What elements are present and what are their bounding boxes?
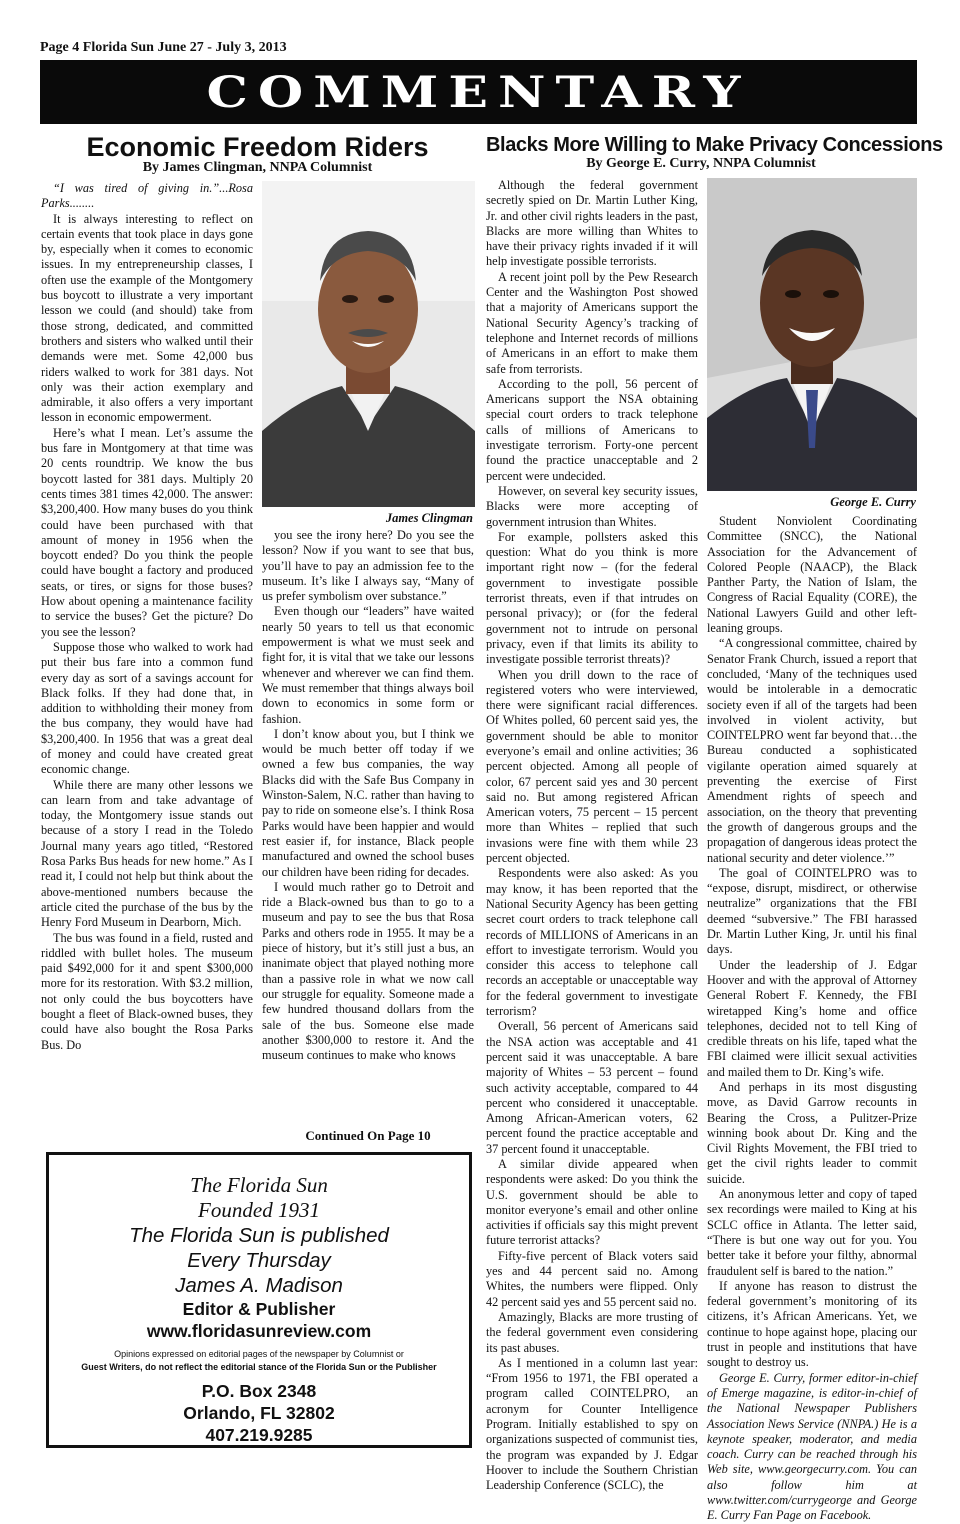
left-article-headline: Economic Freedom Riders	[86, 132, 429, 162]
article-paragraph: When you drill down to the race of registered voters who were interviewed, there were significant racial differences. Of Whites polled, 60 percent said yes, the government should be able to monitor everyone’s email and online activities; 36 percent objected. Among all people of color, 67 percent said yes and 30 percent said no. But among registered African American voters, 75 percent – 15 percent more than Whites – replied that such invasions were fine with them while 23 percent objected.	[486, 667, 698, 866]
clingman-photo	[262, 181, 475, 507]
article-paragraph: The bus was found in a field, rusted and riddled with bullet holes. The museum paid $492,000 for it and spent $300,000 more for its restoration. With $3.2 million, not only could the bus boycotters have bought a fleet of Black-owned buses, they could have also bought the Rosa Parks Bus. Do	[41, 930, 253, 1052]
article-paragraph: Suppose those who walked to work had put their bus fare into a common fund every day as sort of a savings account for Black folks. If they had done that, in addition to withholding their money from the bus company, they would have had $3,200,400. In 1956 that was a great deal of money and could have created great economic change.	[41, 639, 253, 777]
article-paragraph: Overall, 56 percent of Americans said the NSA action was acceptable and 41 percent said it was unacceptable. A bare majority of Whites – 53 percent – found such activity acceptable, compared to 44 percent who considered it unacceptable. Among African-American voters, 62 percent found the practice acceptable and 37 percent found it unacceptable.	[486, 1019, 698, 1156]
masthead-box	[46, 1152, 472, 1448]
article-paragraph: you see the irony here? Do you see the lesson? Now if you want to see that bus, you’ll have to pay an admission fee to the museum. It’s like I always say, “Many of us prefer symbolism over substance.”	[262, 528, 474, 604]
page-folio: Page 4 Florida Sun June 27 - July 3, 2013	[40, 40, 287, 55]
article-paragraph: Student Nonviolent Coordinating Committee (SNCC), the National Association for the Advancement of Colored People (NAACP), the Black Panther Party, the Nation of Islam, the Congress of Racial Equality (CORE), the National Lawyers Guild and other left-leaning groups.	[707, 514, 917, 636]
right-article-column-2	[707, 514, 917, 1523]
clingman-photo-caption: James Clingman	[385, 511, 473, 525]
article-paragraph: Amazingly, Blacks are more trusting of the federal government even considering its past abuses.	[486, 1309, 698, 1355]
masthead-paper-name: The Florida Sun	[190, 1173, 328, 1197]
left-article-column-1	[41, 181, 253, 1145]
article-paragraph: The goal of COINTELPRO was to “expose, disrupt, misdirect, or otherwise neutralize” organizations that the FBI deemed “subversive.” The FBI harassed Dr. Martin Luther King, Jr. until his final days.	[707, 865, 917, 957]
article-paragraph: If anyone has reason to distrust the federal government’s monitoring of its citizens, it’s African Americans. Yet, we continue to hope against hope, placing our trust in people and institutions that have sought to destroy us.	[707, 1278, 917, 1370]
article-paragraph: While there are many other lessons we can learn from and take advantage of today, the Montgomery issue stands out because of a story I read in the Toledo Journal many years ago titled, “Restored Rosa Parks Bus heads for new home.” As I read it, I could not help but think about the above-mentioned numbers because the article cited the purchase of the bus by the Henry Ford Museum in Dearborn, Mich.	[41, 777, 253, 930]
masthead-publisher-title: Editor & Publisher	[182, 1299, 336, 1319]
article-paragraph: “I was tired of giving in.”...Rosa Parks........	[41, 181, 253, 211]
masthead-website: www.floridasunreview.com	[146, 1321, 372, 1341]
article-paragraph: However, on several key security issues, Blacks were more accepting of government intrusion than Whites.	[486, 483, 698, 529]
article-paragraph: Although the federal government secretly spied on Dr. Martin Luther King, Jr. and other civil rights leaders in the past, Blacks are more willing than Whites to have their privacy rights invaded if it will help investigate possible terrorists.	[486, 178, 698, 269]
masthead-published: The Florida Sun is published	[129, 1224, 389, 1247]
article-paragraph: Here’s what I mean. Let’s assume the bus fare in Montgomery at that time was 20 cents roundtrip. We know the bus boycott lasted for 381 days. Multiply 20 cents times 381 times 42,000. The answer: $3,200,400. How many buses do you think could have been purchased with that amount of money in 1956 when the boycott ended? Do you think the people could have bought a factory and produced seats, or tires, or signs for those buses? How about opening a maintenance facility to service the buses? Get the picture? Do you see the lesson?	[41, 425, 253, 639]
section-title: COMMENTARY	[206, 66, 751, 118]
article-paragraph: Even though our “leaders” have waited nearly 50 years to tell us that economic empowerment is what we must seek and fight for, it is vital that we take our lessons whenever and wherever we can find them. We must remember that things always boil down to economics in some form or fashion.	[262, 604, 474, 726]
article-paragraph: Respondents were also asked: As you may know, it has been reported that the National Security Agency has been getting secret court orders to track telephone call records of MILLIONS of Americans in an effort to investigate terrorism. Would you consider this access to telephone call records an acceptable or unacceptable way for the federal government to investigate terrorism?	[486, 866, 698, 1019]
masthead-phone: 407.219.9285	[205, 1425, 313, 1445]
article-paragraph: And perhaps in its most disgusting move, as David Garrow recounts in Bearing the Cross, a Pulitzer-Prize winning book about Dr. King and the Civil Rights Movement, the FBI tried to get the civil rights leader to commit suicide.	[707, 1079, 917, 1186]
masthead-frequency: Every Thursday	[187, 1249, 331, 1272]
right-article-column-1	[486, 178, 698, 1493]
section-banner	[40, 60, 917, 124]
right-article-byline: By George E. Curry, NNPA Columnist	[586, 156, 816, 171]
article-paragraph: As I mentioned in a column last year: “From 1956 to 1971, the FBI operated a program called COINTELPRO, an acronym for Counter Intelligence Program. Initially established to spy on organizations suspected of communist ties, the program was expanded by J. Edgar Hoover to include the Southern Christian Leadership Conference (SCLC), the	[486, 1355, 698, 1493]
article-paragraph: An anonymous letter and copy of taped sex recordings were mailed to King at his SCLC office in Atlanta. The letter said, “There is but one way out for you. You better take it before your filthy, abnormal fraudulent self is bared to the nation.”	[707, 1187, 917, 1278]
masthead-publisher-name: James A. Madison	[175, 1274, 343, 1297]
article-paragraph: According to the poll, 56 percent of Americans support the NSA obtaining special court orders to track telephone calls of millions of Americans to investigate terrorism. Forty-one percent found the practice unacceptable and 2 percent were undecided.	[486, 376, 698, 483]
left-article-byline: By James Clingman, NNPA Columnist	[142, 160, 373, 175]
author-bio: George E. Curry, former editor-in-chief of Emerge magazine, is editor-in-chief of the National Newspaper Publishers Association News Service (NNPA.) He is a keynote speaker, moderator, and media coach. Curry can be reached through his Web site, www.georgecurry.com. You can also follow him at www.twitter.com/currygeorge and George E. Curry Fan Page on Facebook.	[707, 1370, 917, 1523]
masthead-disclaimer-2: Guest Writers, do not reflect the editorial stance of the Florida Sun or the Publisher	[81, 1362, 437, 1372]
article-paragraph: A similar divide appeared when respondents were asked: Do you think the U.S. government should be able to monitor everyone’s email and other online activities if officials say this might prevent future terrorist attacks?	[486, 1157, 698, 1248]
article-paragraph: I don’t know about you, but I think we would be much better off today if we owned a few bus companies, the way Blacks did with the Safe Bus Company in Winston-Salem, N.C. rather than having to pay to ride on someone else’s. I think Rosa Parks would have been happier and would rest easier if, for instance, Black people manufactured and owned the school buses our children have been riding for decades.	[262, 726, 474, 879]
curry-photo	[707, 178, 917, 491]
masthead-po-box: P.O. Box 2348	[201, 1381, 317, 1401]
continued-jump-line: Continued On Page 10	[305, 1128, 431, 1143]
left-article-column-2	[262, 528, 474, 1126]
curry-portrait-image	[707, 178, 917, 491]
article-paragraph: It is always interesting to reflect on certain events that took place in days gone by, especially when it comes to economic issues. In my entrepreneurship classes, I often use the example of the Montgomery bus boycott to illustrate a very important lesson we could (and should) take from those strong, dedicated, and committed brothers and sisters who walked until their demands were met. Some 42,000 bus riders walked to work for 381 days. Not only was their action exemplary and admirable, it also offers a very important lesson in economic empowerment.	[41, 211, 253, 425]
article-paragraph: For example, pollsters asked this question: What do you think is more important right now – (for the federal government to investigate possible terrorist threats, even if that intrudes on personal privacy); or (for the federal government not to intrude on personal privacy, even if that limits its ability to investigate possible terrorist threats)?	[486, 529, 698, 667]
clingman-portrait-image	[262, 181, 475, 507]
article-paragraph: Under the leadership of J. Edgar Hoover and with the approval of Attorney General Robert F. Kennedy, the FBI wiretapped King’s home and office telephones, decided not to tell King of credible threats on his life, taped what the FBI claimed were illicit sexual activities and mailed them to Dr. King’s wife.	[707, 957, 917, 1079]
article-paragraph: Fifty-five percent of Black voters said yes and 44 percent said no. Among Whites, the numbers were flipped. Only 42 percent said yes and 55 percent said no.	[486, 1248, 698, 1309]
curry-photo-caption: George E. Curry	[830, 495, 916, 509]
article-paragraph: A recent joint poll by the Pew Research Center and the Washington Post showed that a majority of Americans support the National Security Agency’s tracking of telephone and Internet records of millions of Americans in an effort to make them safe from terrorists.	[486, 269, 698, 376]
masthead-founded: Founded 1931	[198, 1198, 320, 1222]
masthead-city: Orlando, FL 32802	[183, 1403, 335, 1423]
article-paragraph: “A congressional committee, chaired by Senator Frank Church, issued a report that concluded, ‘Many of the techniques used would be intolerable in a democratic society even if all of the targets had been involved in violent activity, but COINTELPRO went far beyond that…the Bureau conducted a sophisticated vigilante operation aimed squarely at preventing the exercise of First Amendment rights of speech and association, on the theory that preventing the growth of dangerous groups and the propagation of dangerous ideas protect the national security and deter violence.’”	[707, 636, 917, 865]
right-article-headline: Blacks More Willing to Make Privacy Concessions	[486, 134, 943, 156]
article-paragraph: I would much rather go to Detroit and ride a Black-owned bus than to go to a museum and pay to see the bus that Rosa Parks and others rode in 1955. It may be a piece of history, but it’s still just a bus, an inanimate object that played nothing more than a passive role in what we now call our struggle for equality. Someone made a few hundred thousand dollars from the sale of the bus. Someone else made another $300,000 to restore it. And the museum continues to make who knows	[262, 879, 474, 1063]
masthead-disclaimer-1: Opinions expressed on editorial pages of the newspaper by Columnist or	[114, 1349, 404, 1359]
